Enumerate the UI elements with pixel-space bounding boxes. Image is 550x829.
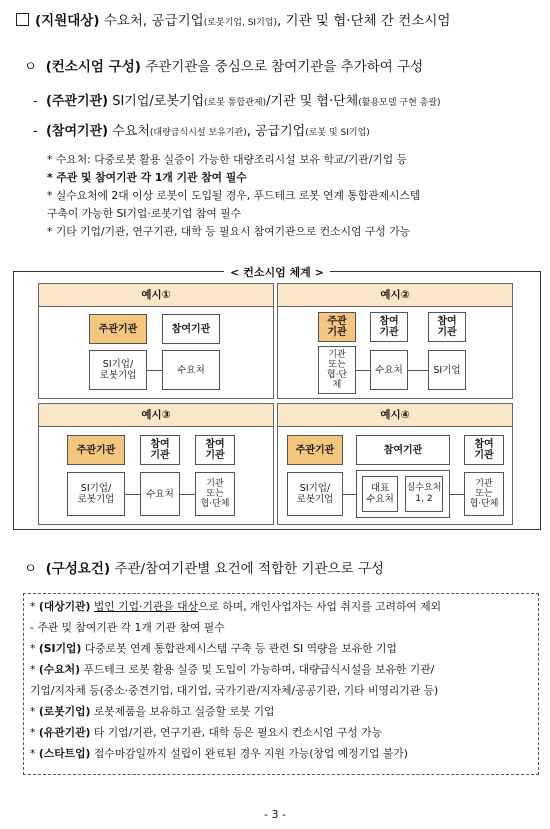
- actual-demand-site-cell: 실수요처 1, 2: [405, 476, 443, 512]
- notes-list: [47, 151, 420, 241]
- connector-line: [450, 494, 464, 495]
- participating-agency-header: 참여 기관: [428, 312, 466, 342]
- consortium-diagram: [13, 266, 541, 530]
- institution-association-cell: 기관 또는 협·단 체: [318, 346, 356, 394]
- requirement-item: - 주관 및 참여기관 각 1개 기관 참여 필수: [30, 621, 225, 634]
- lead-agency-header: 주관기관: [67, 435, 125, 465]
- si-robot-company-cell: SI기업/ 로봇기업: [89, 350, 147, 390]
- note-item: * 실수요처에 2대 이상 로봇이 도입될 경우, 푸드테크 로봇 연계 통합관제시스템: [47, 189, 421, 202]
- requirement-item: * (로봇기업) 로봇제품을 보유하고 실증할 로봇 기업: [30, 705, 275, 718]
- participating-agency-header: 참여 기관: [140, 435, 180, 465]
- requirement-item: * (SI기업) 다중로봇 연계 통합관제시스템 구축 등 관련 SI 역량을 보유한 기업: [30, 642, 397, 655]
- si-company-cell: SI기업: [428, 350, 466, 390]
- participating-agency-header: 참여기관: [356, 435, 450, 465]
- participating-agency-header: 참여 기관: [370, 312, 408, 342]
- si-robot-company-cell: SI기업/ 로봇기업: [67, 472, 125, 516]
- lead-demand-site-cell: 대표 수요처: [362, 476, 398, 512]
- note-item: 구축이 가능한 SI기업·로봇기업 참여 필수: [47, 207, 242, 220]
- checkbox-icon: [16, 13, 29, 26]
- connector-line: [343, 494, 356, 495]
- note-item: * 기타 기업/기관, 연구기관, 대학 등 필요시 참여기관으로 컨소시엄 구성 가능: [47, 225, 411, 238]
- demand-site-cell: 수요처: [370, 350, 408, 390]
- consortium-line: ㅇ (컨소시엄 구성) 주관기관을 중심으로 참여기관을 추가하여 구성: [24, 59, 424, 75]
- lead-agency-header: 주관기관: [287, 435, 343, 465]
- demand-site-cell: 수요처: [162, 350, 220, 390]
- participating-agency-header: 참여 기관: [195, 435, 235, 465]
- participating-agency-header: 참여 기관: [464, 435, 504, 465]
- example-3: [38, 403, 274, 525]
- requirement-item: * (수요처) 푸드테크 로봇 활용 실증 및 도입이 가능하며, 대량급식시설을 보유한 기관/: [30, 663, 435, 676]
- connector-line: [180, 494, 195, 495]
- example-2: [277, 283, 513, 399]
- participating-agency-line: - (참여기관) 수요처(대량급식시설 보유기관), 공급기업(로봇 및 SI기업): [33, 124, 370, 139]
- example-title: 예시①: [39, 284, 273, 307]
- connector-line: [408, 370, 428, 371]
- lead-agency-header: 주관기관: [89, 314, 147, 344]
- connector-line: [356, 370, 370, 371]
- participating-agency-header: 참여기관: [162, 314, 220, 344]
- lead-agency-header: 주관 기관: [318, 312, 356, 342]
- requirement-item: * (유관기관) 타 기업/기관, 연구기관, 대학 등은 필요시 컨소시엄 구성 가능: [30, 726, 383, 739]
- requirement-item: 기업/지자체 등(중소·중견기업, 대기업, 국가기관/지자체/공공기관, 기타 비영리기관 등): [30, 684, 439, 697]
- requirement-item: * (스타트업) 접수마감일까지 설립이 완료된 경우 지원 가능(창업 예정기업 불가): [30, 747, 408, 760]
- institution-association-cell: 기관 또는 협·단체: [464, 472, 504, 516]
- demand-site-cell: 수요처: [140, 472, 180, 516]
- example-title: 예시②: [278, 284, 512, 307]
- requirements-line: ㅇ (구성요건) 주관/참여기관별 요건에 적합한 기관으로 구성: [24, 561, 384, 577]
- connector-line: [147, 370, 162, 371]
- support-target-line: (지원대상) 수요처, 공급기업(로봇기업, SI기업), 기관 및 협·단체 간 컨소시엄: [16, 9, 450, 29]
- connector-line: [125, 494, 140, 495]
- institution-association-cell: 기관 또는 협·단체: [195, 472, 235, 516]
- example-4: [277, 403, 513, 525]
- page-number: - 3 -: [264, 808, 286, 821]
- requirements-box: [23, 593, 539, 775]
- si-robot-company-cell: SI기업/ 로봇기업: [287, 472, 343, 516]
- note-item: * 수요처: 다중로봇 활용 실증이 가능한 대량조리시설 보유 학교/기관/기업 등: [47, 153, 408, 166]
- lead-agency-line: - (주관기관) SI기업/로봇기업(로봇 통합관제)/기관 및 협·단체(활용모델 구현 총괄): [33, 94, 441, 109]
- note-item: * 주관 및 참여기관 각 1개 기관 참여 필수: [47, 171, 247, 184]
- example-title: 예시③: [39, 404, 273, 427]
- example-title: 예시④: [278, 404, 512, 427]
- participating-group: [356, 470, 450, 518]
- example-1: [38, 283, 274, 399]
- diagram-title: < 컨소시엄 체계 >: [14, 264, 540, 280]
- requirement-item: * (대상기관) 법인 기업·기관을 대상으로 하며, 개인사업자는 사업 취지를 고려하여 제외: [30, 600, 442, 613]
